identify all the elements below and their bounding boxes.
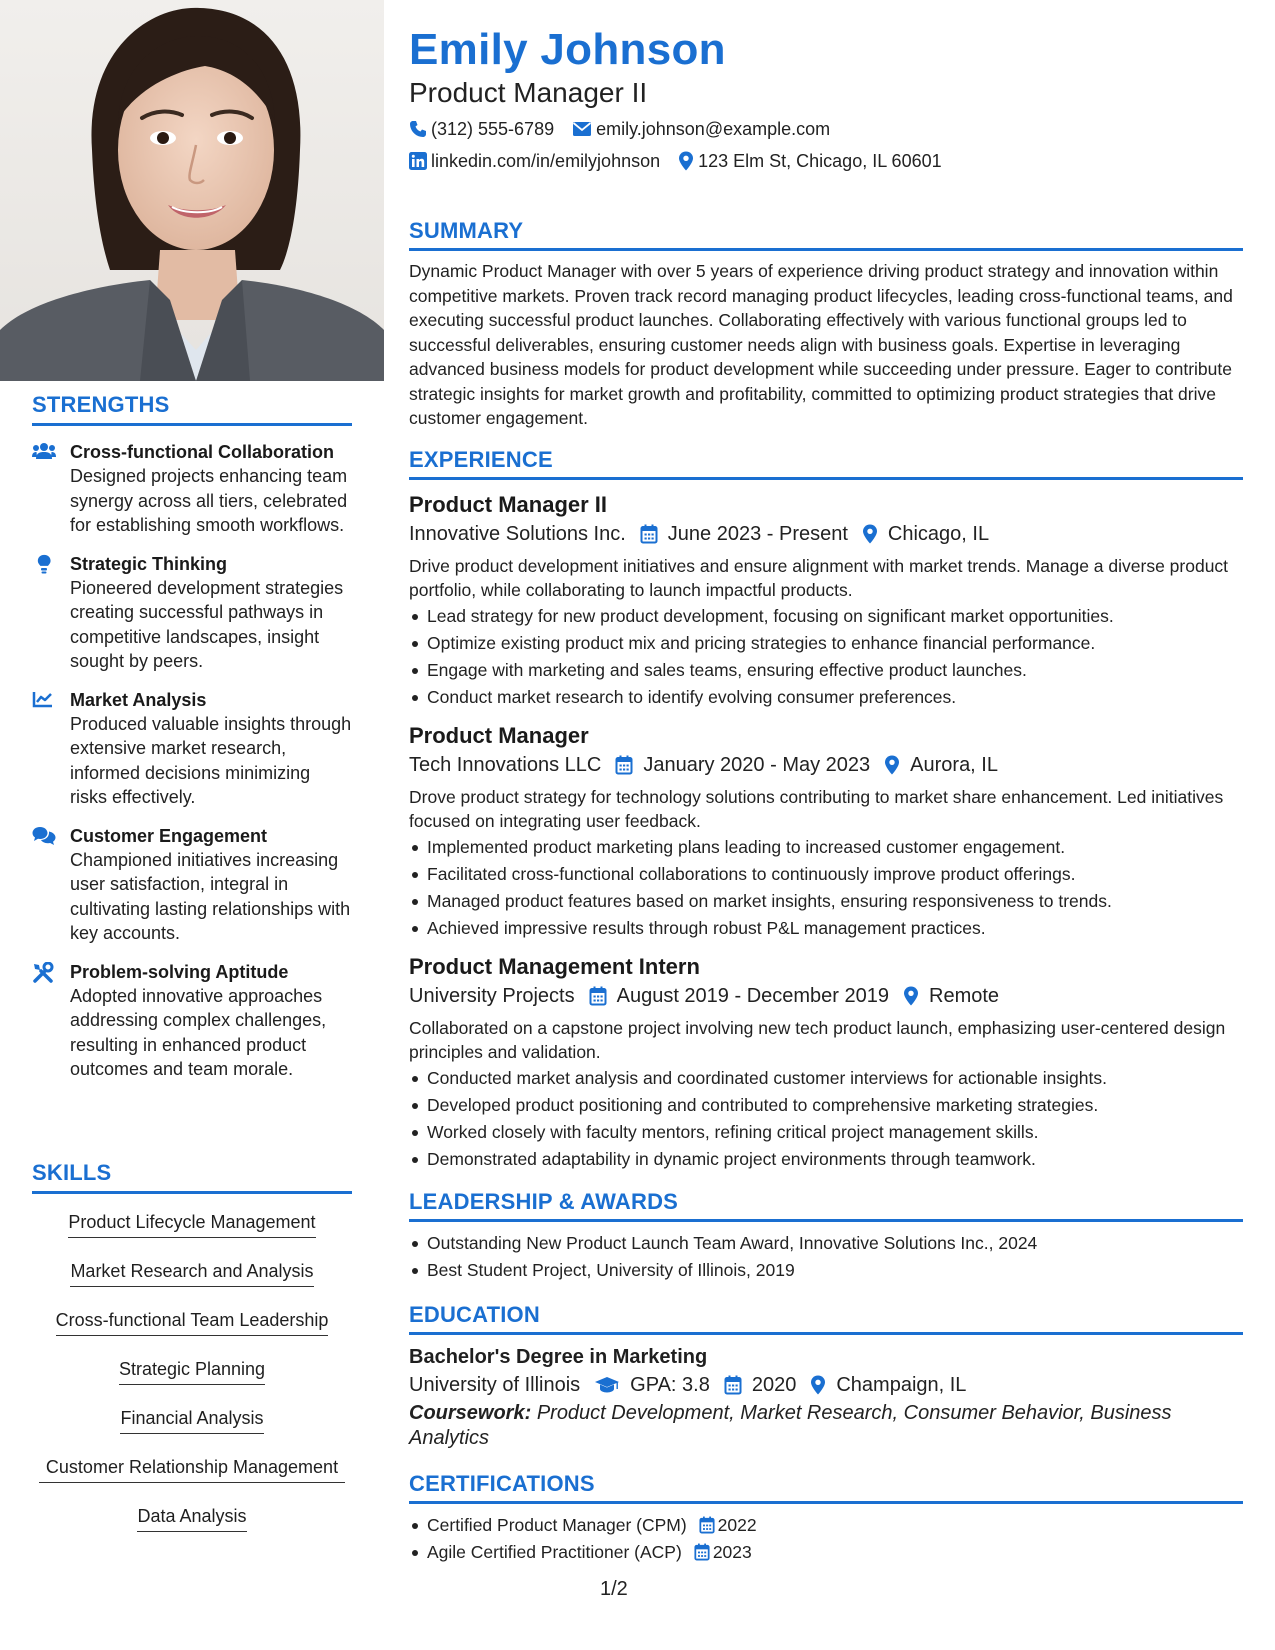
skill-item: Financial Analysis	[120, 1402, 263, 1434]
calendar-icon	[694, 1543, 710, 1561]
job-dates: August 2019 - December 2019	[616, 984, 890, 1007]
map-marker-icon	[884, 755, 900, 775]
award-item: Best Student Project, University of Illinois, 2019	[409, 1257, 1243, 1284]
tools-icon	[32, 962, 54, 984]
job-location: Chicago, IL	[887, 522, 990, 545]
strength-title: Problem-solving Aptitude	[70, 961, 289, 982]
strength-item	[32, 552, 352, 674]
map-marker-icon	[903, 986, 919, 1006]
certification-year: 2023	[712, 1541, 752, 1562]
skill-item: Product Lifecycle Management	[68, 1206, 315, 1238]
users-icon	[32, 442, 56, 460]
job-entry	[409, 952, 1243, 1173]
certifications-list	[409, 1512, 1243, 1566]
graduation-cap-icon	[594, 1376, 620, 1394]
strength-title: Market Analysis	[70, 689, 207, 710]
right-column	[409, 0, 1243, 1566]
envelope-icon	[572, 121, 592, 137]
job-bullet: Lead strategy for new product development, focusing on significant market opportunities.	[409, 603, 1243, 630]
job-title: Product Management Intern	[409, 953, 700, 979]
graduation-year: 2020	[751, 1373, 797, 1396]
strength-title: Strategic Thinking	[70, 553, 228, 574]
certification-name: Certified Product Manager (CPM)	[427, 1514, 687, 1535]
job-meta	[409, 520, 1243, 548]
job-meta	[409, 751, 1243, 779]
job-bullet: Implemented product marketing plans leading to increased customer engagement.	[409, 834, 1243, 861]
skills-list	[32, 1206, 352, 1549]
job-company: Tech Innovations LLC	[409, 753, 602, 776]
strength-desc: Produced valuable insights through extensive market research, informed decisions minimizing risks effectively.	[70, 713, 352, 807]
strength-item	[32, 960, 352, 1082]
skills-title: SKILLS	[32, 1160, 352, 1194]
comments-icon	[32, 826, 56, 846]
strength-item	[32, 688, 352, 810]
job-company: University Projects	[409, 984, 575, 1007]
linkedin-link[interactable]: linkedin.com/in/emilyjohnson	[431, 151, 661, 171]
job-bullet: Developed product positioning and contributed to comprehensive marketing strategies.	[409, 1092, 1243, 1119]
skill-item: Market Research and Analysis	[70, 1255, 313, 1287]
map-marker-icon	[810, 1375, 826, 1395]
job-bullet: Facilitated cross-functional collaborations to continuously improve product offerings.	[409, 861, 1243, 888]
experience-section	[409, 447, 1243, 1173]
certification-name: Agile Certified Practitioner (ACP)	[427, 1541, 682, 1562]
job-bullets	[409, 834, 1243, 942]
strength-desc: Designed projects enhancing team synergy across all tiers, celebrated for establishing smooth workflows.	[70, 466, 348, 535]
job-bullet: Conducted market analysis and coordinated customer interviews for actionable insights.	[409, 1065, 1243, 1092]
contact-row-2	[409, 148, 1243, 174]
job-dates: June 2023 - Present	[667, 522, 848, 545]
experience-title: EXPERIENCE	[409, 447, 1243, 480]
skill-item: Strategic Planning	[119, 1353, 265, 1385]
job-bullet: Optimize existing product mix and pricing strategies to enhance financial performance.	[409, 630, 1243, 657]
skill-item: Customer Relationship Management	[39, 1451, 345, 1483]
summary-section	[409, 218, 1243, 431]
awards-title: LEADERSHIP & AWARDS	[409, 1189, 1243, 1222]
strength-item	[32, 440, 352, 538]
certification-item	[409, 1539, 1243, 1566]
strengths-title: STRENGTHS	[32, 392, 352, 426]
skills-section	[32, 1160, 352, 1549]
skill-item: Cross-functional Team Leadership	[56, 1304, 329, 1336]
job-title: Product Manager II	[409, 491, 608, 517]
certification-item	[409, 1512, 1243, 1539]
strength-desc: Adopted innovative approaches addressing complex challenges, resulting in enhanced product outcomes and team morale.	[70, 985, 327, 1079]
degree-title: Bachelor's Degree in Marketing	[409, 1345, 708, 1368]
education-meta	[409, 1371, 1243, 1399]
page-number: 1/2	[600, 1578, 628, 1600]
calendar-icon	[699, 1516, 715, 1534]
profile-photo	[0, 0, 384, 381]
awards-section	[409, 1189, 1243, 1284]
map-marker-icon	[678, 151, 694, 171]
certifications-section	[409, 1471, 1243, 1566]
job-dates: January 2020 - May 2023	[643, 753, 871, 776]
job-title: Product Manager	[409, 722, 589, 748]
job-bullet: Worked closely with faculty mentors, refining critical project management skills.	[409, 1119, 1243, 1146]
job-description: Collaborated on a capstone project involving new tech product launch, emphasizing user-centered design principles and validation.	[409, 1017, 1226, 1062]
candidate-name: Emily Johnson	[409, 25, 726, 74]
school-name: University of Illinois	[409, 1373, 581, 1396]
strength-desc: Championed initiatives increasing user satisfaction, integral in cultivating lasting relationships with key accounts.	[70, 849, 351, 943]
candidate-role: Product Manager II	[409, 77, 648, 108]
coursework	[409, 1401, 1243, 1451]
calendar-icon	[589, 986, 607, 1006]
calendar-icon	[724, 1375, 742, 1395]
job-description: Drove product strategy for technology solutions contributing to market share enhancement. Led initiatives focused on integrating user feedback.	[409, 786, 1224, 831]
strengths-section	[32, 392, 352, 1082]
email-link[interactable]: emily.johnson@example.com	[596, 119, 831, 139]
calendar-icon	[640, 524, 658, 544]
certifications-title: CERTIFICATIONS	[409, 1471, 1243, 1504]
job-bullet: Managed product features based on market insights, ensuring responsiveness to trends.	[409, 888, 1243, 915]
phone-text[interactable]: (312) 555-6789	[431, 119, 555, 139]
award-item: Outstanding New Product Launch Team Award, Innovative Solutions Inc., 2024	[409, 1230, 1243, 1257]
chart-line-icon	[32, 690, 54, 708]
job-description: Drive product development initiatives and ensure alignment with market trends. Manage a diverse product portfolio, while collaborating to launch impactful products.	[409, 555, 1229, 600]
job-entry	[409, 721, 1243, 942]
skill-item: Data Analysis	[137, 1500, 246, 1532]
linkedin-icon	[409, 152, 427, 170]
job-company: Innovative Solutions Inc.	[409, 522, 626, 545]
job-bullet: Achieved impressive results through robust P&L management practices.	[409, 915, 1243, 942]
lightbulb-icon	[32, 554, 56, 576]
job-bullet: Conduct market research to identify evolving consumer preferences.	[409, 684, 1243, 711]
map-marker-icon	[862, 524, 878, 544]
address-text: 123 Elm St, Chicago, IL 60601	[698, 151, 942, 171]
job-bullets	[409, 603, 1243, 711]
job-location: Remote	[929, 984, 1000, 1007]
certification-year: 2022	[717, 1514, 757, 1535]
education-section	[409, 1302, 1243, 1451]
job-bullet: Engage with marketing and sales teams, ensuring effective product launches.	[409, 657, 1243, 684]
summary-text: Dynamic Product Manager with over 5 years of experience driving product strategy and innovation within competitive markets. Proven track record managing product lifecycles, leading cross-functional teams, and executing successful product launches. Collaborating effectively with various functional groups led to successful deliverables, ensuring customer needs align with business goals. Expertise in leveraging advanced business models for product development while succeeding under pressure. Eager to contribute strategic insights for market growth and profitability, committed to optimizing product strategies that drive customer engagement.	[409, 261, 1233, 428]
coursework-label: Coursework:	[409, 1401, 532, 1424]
strength-title: Customer Engagement	[70, 825, 268, 846]
gpa-text: GPA: 3.8	[630, 1373, 710, 1396]
strength-item	[32, 824, 352, 946]
summary-title: SUMMARY	[409, 218, 1243, 251]
job-meta	[409, 982, 1243, 1010]
school-location: Champaign, IL	[836, 1373, 967, 1396]
strength-title: Cross-functional Collaboration	[70, 442, 335, 462]
job-entry	[409, 490, 1243, 711]
calendar-icon	[615, 755, 633, 775]
strength-desc: Pioneered development strategies creating successful pathways in competitive landscapes, insight sought by peers.	[70, 577, 344, 671]
awards-list	[409, 1230, 1243, 1284]
job-location: Aurora, IL	[910, 753, 998, 776]
phone-icon	[409, 120, 427, 138]
job-bullets	[409, 1065, 1243, 1173]
coursework-text: Product Development, Market Research, Consumer Behavior, Business Analytics	[409, 1401, 1172, 1449]
left-column	[0, 0, 384, 1650]
contact-row	[409, 116, 1243, 142]
job-bullet: Demonstrated adaptability in dynamic project environments through teamwork.	[409, 1146, 1243, 1173]
education-title: EDUCATION	[409, 1302, 1243, 1335]
